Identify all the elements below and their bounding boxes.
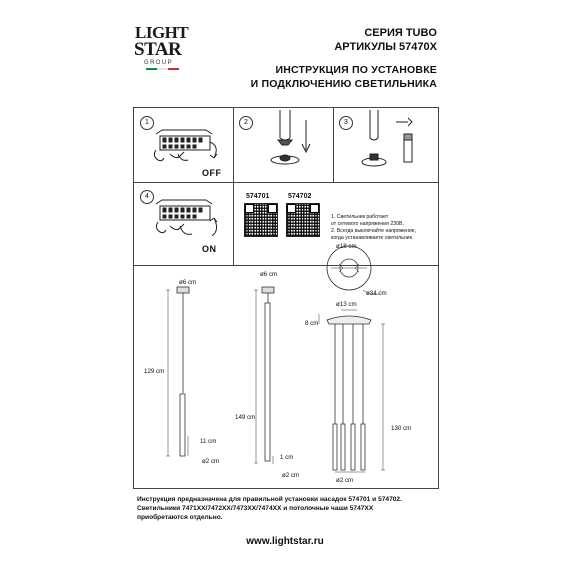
off-label: OFF <box>202 168 222 178</box>
dim-ø6cm: ø6 cm <box>179 279 197 286</box>
step-4-badge: 4 <box>140 190 154 204</box>
logo-word-group: GROUP <box>144 60 174 66</box>
step-3-badge: 3 <box>339 116 353 130</box>
dim-1cm: 1 cm <box>280 454 294 461</box>
note-line: 1. Светильник работает <box>331 214 389 220</box>
article-574701: 574701 <box>246 193 270 200</box>
divider <box>233 107 234 265</box>
qr-code-574702 <box>287 204 319 236</box>
dim-129cm: 129 cm <box>144 368 165 375</box>
footer-note-line-1: Инструкция предназначена для правильной установки насадок 574701 и 574702. <box>137 496 402 503</box>
dim-149cm: 149 cm <box>235 414 256 421</box>
step-2-badge: 2 <box>239 116 253 130</box>
title-line-2: И ПОДКЛЮЧЕНИЮ СВЕТИЛЬНИКА <box>250 78 437 90</box>
website-link[interactable]: www.lightstar.ru <box>246 536 324 547</box>
dim-ø13cm: ø13 cm <box>336 301 357 308</box>
note-line: когда устанавливаете светильник. <box>331 235 414 241</box>
dim-ø2cm: ø2 cm <box>282 472 300 479</box>
pendant-574702-drawing <box>240 278 310 478</box>
on-label: ON <box>202 244 217 254</box>
dim-ø2cm: ø2 cm <box>202 458 220 465</box>
step-2-mount-illustration <box>250 110 330 180</box>
footer-note-line-2: Светильники 7471XX/7472XX/7473XX/7474XX и потолочные чаши 5747XX <box>137 505 374 512</box>
note-line: 2. Всегда выключайте напряжение, <box>331 228 417 234</box>
step-3-mount-illustration <box>350 110 432 180</box>
dim-ø34cm: ø34 cm <box>366 290 387 297</box>
dim-ø6cm: ø6 cm <box>260 271 278 278</box>
chandelier-drawing <box>305 240 430 485</box>
logo-word-star: STAR <box>134 39 182 60</box>
note-line: от сетевого напряжения 230В. <box>331 221 404 227</box>
step-4-breaker-on-illustration <box>150 196 230 258</box>
dim-130cm: 130 cm <box>391 425 412 432</box>
divider <box>133 182 438 183</box>
italian-flag-icon <box>146 68 179 70</box>
article-numbers: АРТИКУЛЫ 57470X <box>334 41 437 53</box>
article-574702: 574702 <box>288 193 312 200</box>
dim-ø2cm: ø2 cm <box>336 477 354 484</box>
dim-11cm: 11 cm <box>200 438 217 445</box>
qr-code-574701 <box>245 204 277 236</box>
logo-word-light: LIGHT <box>135 23 189 42</box>
dim-ø18cm: ø18 cm <box>336 243 357 250</box>
series-name: СЕРИЯ TUBO <box>364 27 437 39</box>
title-line-1: ИНСТРУКЦИЯ ПО УСТАНОВКЕ <box>275 64 437 76</box>
dim-8cm: 8 cm <box>305 320 319 327</box>
step-1-badge: 1 <box>140 116 154 130</box>
divider <box>333 107 334 183</box>
footer-note-line-3: приобретаются отдельно. <box>137 514 223 521</box>
